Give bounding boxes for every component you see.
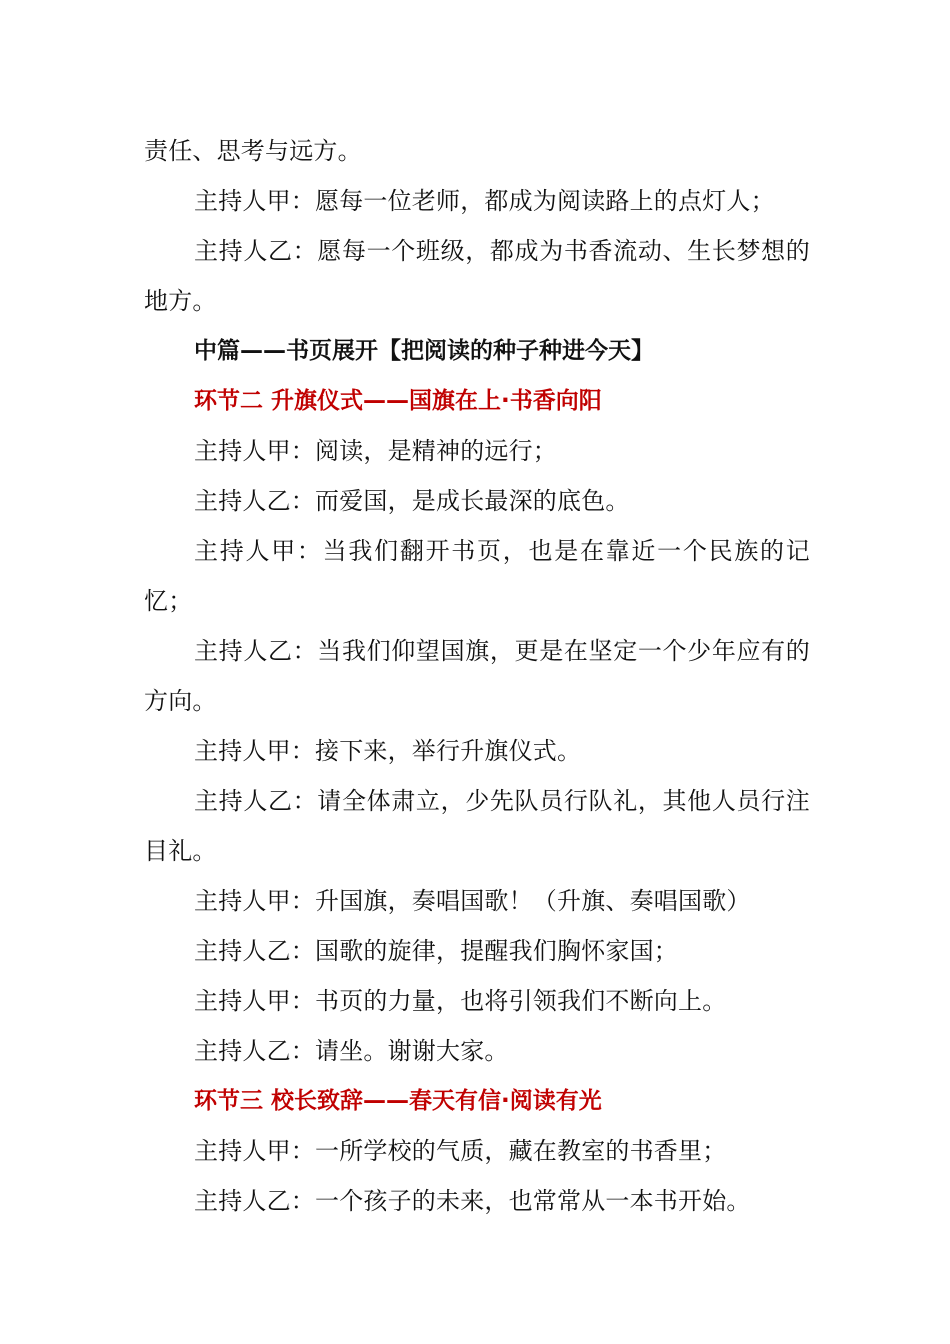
host-a-line: 主持人甲：接下来，举行升旗仪式。 xyxy=(194,737,582,765)
host-a-line: 主持人甲：一所学校的气质，藏在教室的书香里； xyxy=(194,1137,727,1165)
host-a-line: 主持人甲：升国旗，奏唱国歌！（升旗、奏唱国歌） xyxy=(194,887,751,915)
host-b-line: 主持人乙：愿每一个班级，都成为书香流动、生长梦想的地方。 xyxy=(144,237,810,315)
host-b-line: 主持人乙：请全体肃立，少先队员行队礼，其他人员行注目礼。 xyxy=(144,787,810,865)
host-b-line: 主持人乙：而爱国，是成长最深的底色。 xyxy=(194,487,630,515)
host-a-line: 主持人甲：书页的力量，也将引领我们不断向上。 xyxy=(194,987,727,1015)
segment-heading-flag-ceremony: 环节二 升旗仪式——国旗在上·书香向阳 xyxy=(194,388,602,414)
host-a-line: 主持人甲：阅读，是精神的远行； xyxy=(194,437,557,465)
host-b-line: 主持人乙：请坐。谢谢大家。 xyxy=(194,1037,509,1065)
host-b-line: 主持人乙：国歌的旋律，提醒我们胸怀家国； xyxy=(194,937,678,965)
host-b-line: 主持人乙：一个孩子的未来，也常常从一本书开始。 xyxy=(194,1187,751,1215)
host-a-line: 主持人甲：愿每一位老师，都成为阅读路上的点灯人； xyxy=(194,187,775,215)
host-a-line: 主持人甲：当我们翻开书页，也是在靠近一个民族的记忆； xyxy=(144,537,810,615)
section-heading-middle: 中篇——书页展开【把阅读的种子种进今天】 xyxy=(194,338,654,364)
document-body xyxy=(144,126,810,1226)
host-b-line: 主持人乙：当我们仰望国旗，更是在坚定一个少年应有的方向。 xyxy=(144,637,810,715)
segment-heading-principal-speech: 环节三 校长致辞——春天有信·阅读有光 xyxy=(194,1088,602,1114)
paragraph-continuation: 责任、思考与远方。 xyxy=(144,137,362,165)
